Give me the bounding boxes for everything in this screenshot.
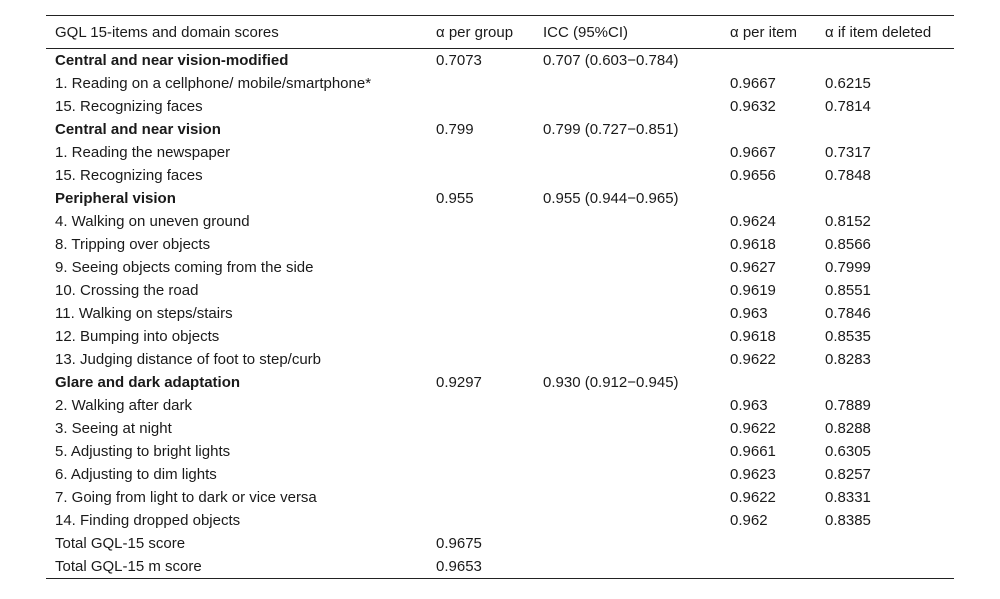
header-cell-alpha-deleted: α if item deleted xyxy=(816,16,954,49)
cell-alpha-deleted: 0.8257 xyxy=(825,466,871,483)
table-row xyxy=(46,233,954,256)
cell-alpha-item xyxy=(721,371,816,394)
cell-alpha-deleted: 0.8535 xyxy=(825,328,871,345)
cell-alpha-group xyxy=(427,325,534,348)
cell-alpha-item: 0.9667 xyxy=(730,144,776,161)
cell-icc xyxy=(534,440,721,463)
cell-icc xyxy=(534,325,721,348)
header-cell-icc: ICC (95%CI) xyxy=(534,16,721,49)
table-row xyxy=(46,279,954,302)
cell-alpha-deleted: 0.6215 xyxy=(825,75,871,92)
table-row xyxy=(46,463,954,486)
cell-alpha-deleted: 0.8288 xyxy=(825,420,871,437)
cell-icc xyxy=(534,279,721,302)
table-row xyxy=(46,210,954,233)
cell-alpha-group xyxy=(427,417,534,440)
cell-alpha-group xyxy=(427,95,534,118)
cell-item: 9. Seeing objects coming from the side xyxy=(55,259,314,276)
cell-icc xyxy=(534,95,721,118)
cell-alpha-item: 0.9622 xyxy=(730,489,776,506)
cell-alpha-item: 0.9632 xyxy=(730,98,776,115)
cell-item: 12. Bumping into objects xyxy=(55,328,220,345)
gql-reliability-table xyxy=(46,15,954,579)
table-container xyxy=(46,15,954,579)
cell-icc xyxy=(534,509,721,532)
cell-icc xyxy=(534,532,721,555)
cell-icc xyxy=(534,256,721,279)
cell-alpha-item: 0.9627 xyxy=(730,259,776,276)
cell-alpha-group xyxy=(427,141,534,164)
cell-alpha-group: 0.7073 xyxy=(436,52,482,69)
cell-item: 11. Walking on steps/stairs xyxy=(55,305,233,322)
table-row-group xyxy=(46,371,954,394)
cell-item: 1. Reading the newspaper xyxy=(55,144,231,161)
table-row-group xyxy=(46,49,954,73)
cell-alpha-deleted: 0.7846 xyxy=(825,305,871,322)
cell-alpha-deleted: 0.7889 xyxy=(825,397,871,414)
cell-alpha-item: 0.9618 xyxy=(730,236,776,253)
cell-alpha-item: 0.963 xyxy=(730,305,768,322)
cell-alpha-item: 0.9618 xyxy=(730,328,776,345)
cell-alpha-deleted xyxy=(816,555,954,579)
cell-alpha-deleted xyxy=(816,49,954,73)
cell-alpha-group: 0.799 xyxy=(436,121,474,138)
cell-alpha-group xyxy=(427,210,534,233)
header-cell-item: GQL 15-items and domain scores xyxy=(46,16,427,49)
table-row xyxy=(46,72,954,95)
cell-alpha-group xyxy=(427,302,534,325)
cell-alpha-deleted: 0.7848 xyxy=(825,167,871,184)
cell-alpha-deleted: 0.7814 xyxy=(825,98,871,115)
cell-item: 15. Recognizing faces xyxy=(55,98,203,115)
table-row xyxy=(46,486,954,509)
cell-alpha-deleted: 0.8152 xyxy=(825,213,871,230)
cell-alpha-group xyxy=(427,486,534,509)
cell-icc xyxy=(534,555,721,579)
table-header xyxy=(46,16,954,49)
table-row xyxy=(46,325,954,348)
cell-alpha-deleted xyxy=(816,118,954,141)
cell-item: Glare and dark adaptation xyxy=(55,374,241,391)
cell-icc xyxy=(534,141,721,164)
cell-alpha-item xyxy=(721,118,816,141)
cell-icc xyxy=(534,72,721,95)
cell-alpha-deleted xyxy=(816,532,954,555)
header-cell-alpha-item: α per item xyxy=(721,16,816,49)
cell-alpha-group xyxy=(427,348,534,371)
cell-item: 7. Going from light to dark or vice versa xyxy=(55,489,317,506)
cell-item: 3. Seeing at night xyxy=(55,420,172,437)
table-row xyxy=(46,394,954,417)
cell-icc xyxy=(534,210,721,233)
cell-icc xyxy=(534,463,721,486)
cell-icc: 0.930 (0.912−0.945) xyxy=(543,374,679,391)
table-row xyxy=(46,95,954,118)
cell-alpha-item: 0.9656 xyxy=(730,167,776,184)
cell-alpha-item: 0.9661 xyxy=(730,443,776,460)
cell-alpha-group: 0.9675 xyxy=(436,535,482,552)
table-row xyxy=(46,417,954,440)
cell-alpha-item xyxy=(721,532,816,555)
table-row xyxy=(46,164,954,187)
cell-alpha-deleted: 0.8385 xyxy=(825,512,871,529)
cell-alpha-item: 0.962 xyxy=(730,512,768,529)
cell-alpha-item: 0.9624 xyxy=(730,213,776,230)
cell-item: 13. Judging distance of foot to step/curb xyxy=(55,351,322,368)
cell-item: 5. Adjusting to bright lights xyxy=(55,443,231,460)
cell-icc xyxy=(534,394,721,417)
cell-alpha-deleted xyxy=(816,187,954,210)
cell-icc: 0.707 (0.603−0.784) xyxy=(543,52,679,69)
cell-alpha-item: 0.9623 xyxy=(730,466,776,483)
cell-alpha-group xyxy=(427,72,534,95)
cell-alpha-group xyxy=(427,164,534,187)
cell-alpha-item: 0.9622 xyxy=(730,420,776,437)
cell-item: Peripheral vision xyxy=(55,190,176,207)
table-row-group xyxy=(46,118,954,141)
table-row-total xyxy=(46,555,954,579)
cell-item: 14. Finding dropped objects xyxy=(55,512,241,529)
cell-item: 4. Walking on uneven ground xyxy=(55,213,250,230)
cell-alpha-group xyxy=(427,279,534,302)
cell-alpha-group: 0.955 xyxy=(436,190,474,207)
cell-alpha-item: 0.9619 xyxy=(730,282,776,299)
cell-icc: 0.799 (0.727−0.851) xyxy=(543,121,679,138)
table-row xyxy=(46,509,954,532)
header-cell-alpha-group: α per group xyxy=(427,16,534,49)
cell-item: Central and near vision-modified xyxy=(55,52,289,69)
cell-alpha-deleted: 0.8331 xyxy=(825,489,871,506)
cell-alpha-item: 0.9622 xyxy=(730,351,776,368)
cell-item: 1. Reading on a cellphone/ mobile/smartphone* xyxy=(55,75,372,92)
cell-alpha-group: 0.9653 xyxy=(427,555,534,579)
cell-icc xyxy=(534,417,721,440)
cell-item: 10. Crossing the road xyxy=(55,282,199,299)
cell-item: 8. Tripping over objects xyxy=(55,236,211,253)
cell-alpha-item xyxy=(721,555,816,579)
cell-alpha-group xyxy=(427,256,534,279)
cell-alpha-group xyxy=(427,463,534,486)
cell-icc xyxy=(534,164,721,187)
table-row xyxy=(46,256,954,279)
cell-alpha-item xyxy=(721,49,816,73)
cell-item: 2. Walking after dark xyxy=(55,397,192,414)
cell-item: 15. Recognizing faces xyxy=(55,167,203,184)
cell-icc xyxy=(534,486,721,509)
cell-alpha-deleted: 0.7317 xyxy=(825,144,871,161)
table-row xyxy=(46,440,954,463)
table-body xyxy=(46,49,954,579)
cell-alpha-deleted xyxy=(816,371,954,394)
cell-alpha-deleted: 0.8283 xyxy=(825,351,871,368)
cell-icc xyxy=(534,348,721,371)
cell-alpha-deleted: 0.6305 xyxy=(825,443,871,460)
table-row-total xyxy=(46,532,954,555)
cell-alpha-item: 0.963 xyxy=(730,397,768,414)
cell-alpha-deleted: 0.7999 xyxy=(825,259,871,276)
table-row xyxy=(46,302,954,325)
cell-alpha-deleted: 0.8551 xyxy=(825,282,871,299)
cell-alpha-item xyxy=(721,187,816,210)
cell-alpha-group xyxy=(427,233,534,256)
header-row xyxy=(46,16,954,49)
cell-icc xyxy=(534,233,721,256)
cell-alpha-item: 0.9667 xyxy=(730,75,776,92)
table-row xyxy=(46,348,954,371)
cell-alpha-group xyxy=(427,440,534,463)
cell-item: Total GQL-15 m score xyxy=(46,555,427,579)
cell-icc: 0.955 (0.944−0.965) xyxy=(543,190,679,207)
cell-item: Total GQL-15 score xyxy=(55,535,186,552)
cell-alpha-deleted: 0.8566 xyxy=(825,236,871,253)
cell-alpha-group xyxy=(427,394,534,417)
cell-item: 6. Adjusting to dim lights xyxy=(55,466,217,483)
cell-alpha-group: 0.9297 xyxy=(436,374,482,391)
cell-alpha-group xyxy=(427,509,534,532)
cell-item: Central and near vision xyxy=(55,121,221,138)
cell-icc xyxy=(534,302,721,325)
table-row-group xyxy=(46,187,954,210)
table-row xyxy=(46,141,954,164)
